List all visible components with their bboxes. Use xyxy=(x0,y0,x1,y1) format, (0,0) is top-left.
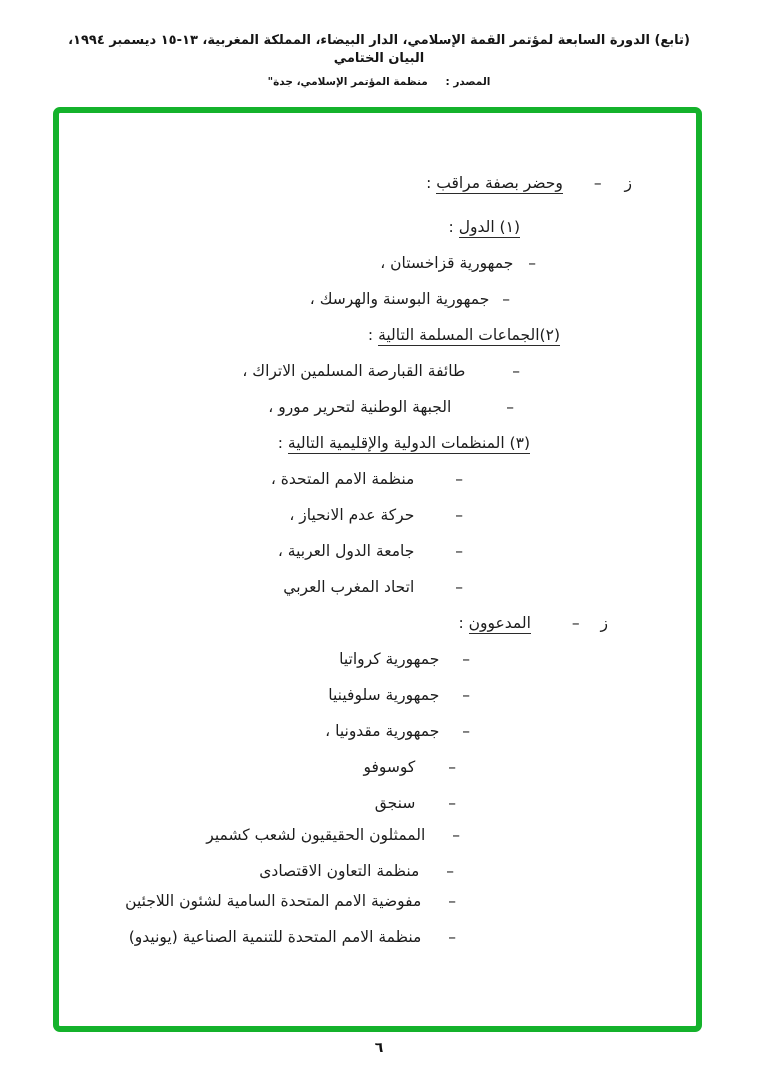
source-value: منظمة المؤتمر الإسلامي، جدة" xyxy=(267,76,428,89)
section-heading-observers xyxy=(59,165,696,201)
list-item xyxy=(59,461,696,497)
heading-text: المدعوون xyxy=(468,614,531,632)
list-item xyxy=(59,641,696,677)
dash-icon: – xyxy=(455,578,463,596)
list-item xyxy=(59,569,696,605)
subsection-heading-organizations xyxy=(59,425,696,461)
dash-icon: – xyxy=(448,794,456,812)
heading-text: (٢)الجماعات المسلمة التالية xyxy=(378,326,560,344)
section-letter: ز xyxy=(624,174,632,192)
item-text: كوسوفو xyxy=(363,758,416,776)
page-number: ٦ xyxy=(374,1040,384,1056)
document-title: (تابع) الدورة السابعة لمؤتمر القمة الإسلامي، الدار البيضاء، المملكة المغربية، ١٣-١٥ ديسمبر ١٩٩٤، البيان الختامي xyxy=(68,33,690,66)
heading-text: (٣) المنظمات الدولية والإقليمية التالية xyxy=(287,434,530,452)
list-item xyxy=(59,353,696,389)
dash-icon: – xyxy=(571,614,580,632)
list-item xyxy=(59,749,696,785)
item-text: جمهورية مقدونيا ، xyxy=(325,722,440,740)
colon: : xyxy=(448,218,454,236)
list-item xyxy=(59,245,696,281)
item-text: جمهورية قزاخستان ، xyxy=(380,254,514,272)
dash-icon: – xyxy=(512,362,520,380)
item-text: منظمة الامم المتحدة للتنمية الصناعية (يونيدو) xyxy=(128,928,422,946)
green-border-frame xyxy=(53,107,702,1032)
heading-text: وحضر بصفة مراقب xyxy=(436,174,563,192)
dash-icon: – xyxy=(455,506,463,524)
item-text: حركة عدم الانحياز ، xyxy=(289,506,415,524)
list-item xyxy=(59,883,696,919)
dash-icon: – xyxy=(528,254,536,272)
item-text: مفوضية الامم المتحدة السامية لشئون اللاجئين xyxy=(125,892,422,910)
dash-icon: – xyxy=(455,470,463,488)
colon: : xyxy=(277,434,283,452)
source-label: المصدر : xyxy=(445,76,491,89)
item-text: الممثلون الحقيقيون لشعب كشمير xyxy=(206,826,426,844)
source-line xyxy=(0,76,758,88)
list-item xyxy=(59,785,696,821)
dash-icon: – xyxy=(448,892,456,910)
dash-icon: – xyxy=(446,862,454,880)
dash-icon: – xyxy=(462,722,470,740)
list-item xyxy=(59,817,696,853)
dash-icon: – xyxy=(448,928,456,946)
dash-icon: – xyxy=(455,542,463,560)
dash-icon: – xyxy=(448,758,456,776)
item-text: جامعة الدول العربية ، xyxy=(277,542,415,560)
list-item xyxy=(59,677,696,713)
item-text: الجبهة الوطنية لتحرير مورو ، xyxy=(268,398,452,416)
dash-icon: – xyxy=(452,826,460,844)
item-text: منظمة الامم المتحدة ، xyxy=(270,470,415,488)
dash-icon: – xyxy=(506,398,514,416)
colon: : xyxy=(458,614,464,632)
item-text: اتحاد المغرب العربي xyxy=(283,578,415,596)
item-text: جمهورية البوسنة والهرسك ، xyxy=(309,290,490,308)
document-body xyxy=(59,113,696,1026)
list-item xyxy=(59,389,696,425)
dash-icon: – xyxy=(593,174,602,192)
dash-icon: – xyxy=(462,650,470,668)
item-text: منظمة التعاون الاقتصادى xyxy=(259,862,420,880)
list-item xyxy=(59,919,696,955)
list-item xyxy=(59,713,696,749)
item-text: جمهورية سلوفينيا xyxy=(328,686,440,704)
item-text: سنجق xyxy=(374,794,416,812)
list-item xyxy=(59,281,696,317)
dash-icon: – xyxy=(462,686,470,704)
colon: : xyxy=(367,326,374,344)
item-text: طائفة القبارصة المسلمين الاتراك ، xyxy=(242,362,466,380)
section-heading-invitees xyxy=(59,605,696,641)
colon: : xyxy=(426,174,432,192)
section-letter: ز xyxy=(600,614,608,632)
subsection-heading-muslim-communities xyxy=(59,317,696,353)
item-text: جمهورية كرواتيا xyxy=(339,650,440,668)
heading-text: (١) الدول xyxy=(458,218,520,236)
subsection-heading-states xyxy=(59,209,696,245)
dash-icon: – xyxy=(502,290,510,308)
page-header xyxy=(0,32,758,88)
list-item xyxy=(59,533,696,569)
list-item xyxy=(59,497,696,533)
